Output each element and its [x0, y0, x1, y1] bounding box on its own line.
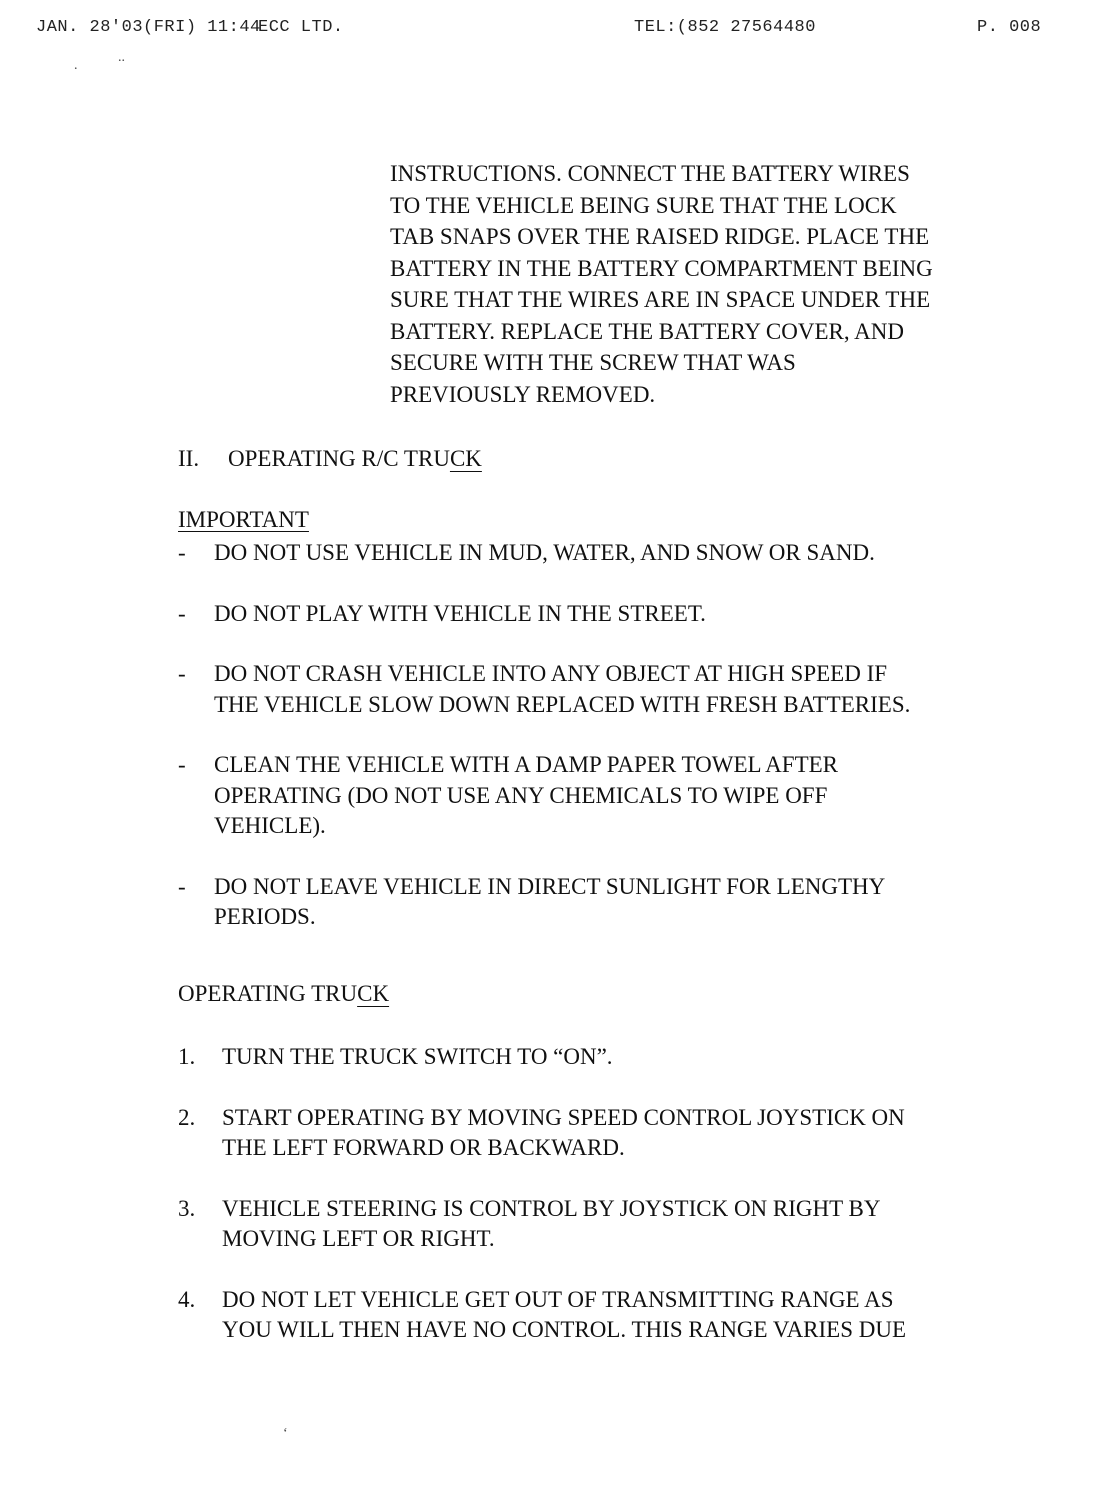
step-number: 1.: [178, 1044, 196, 1069]
list-item-text: DO NOT PLAY WITH VEHICLE IN THE STREET.: [214, 600, 706, 626]
section-heading: [178, 444, 482, 474]
fax-sender: ECC LTD.: [258, 18, 344, 37]
step-number: 2.: [178, 1104, 196, 1130]
bullet-dash: -: [178, 540, 186, 565]
list-item: [178, 599, 1038, 630]
scan-speck: ..: [118, 50, 125, 65]
step-text: DO NOT LET VEHICLE GET OUT OF TRANSMITTING RANGE AS YOU WILL THEN HAVE NO CONTROL. THIS RANGE VARIES DUE: [222, 1286, 907, 1342]
intro-paragraph: INSTRUCTIONS. CONNECT THE BATTERY WIRES TO THE VEHICLE BEING SURE THAT THE LOCK TAB SNAPS OVER THE RAISED RIDGE. PLACE THE BATTERY IN THE BATTERY COMPARTMENT BEING SURE THAT THE WIRES ARE IN SPACE UNDER THE BATTERY. REPLACE THE BATTERY COVER, AND SECURE WITH THE SCREW THAT WAS PREVIOUSLY REMOVED.: [390, 161, 933, 407]
bullet-dash: -: [178, 873, 186, 899]
scan-speck: .: [74, 58, 78, 73]
operating-truck-title: OPERATING TRU: [178, 981, 358, 1006]
fax-header: [0, 18, 1114, 42]
list-item: [178, 659, 1038, 720]
section-numeral: II.: [178, 446, 200, 471]
operating-truck-heading: [178, 979, 389, 1009]
list-item-text: DO NOT CRASH VEHICLE INTO ANY OBJECT AT HIGH SPEED IF THE VEHICLE SLOW DOWN REPLACED WITH FRESH BATTERIES.: [214, 661, 911, 717]
section-title: OPERATING R/C TRU: [228, 446, 450, 471]
operating-truck-title-underlined: CK: [357, 981, 390, 1006]
list-item-text: DO NOT USE VEHICLE IN MUD, WATER, AND SNOW OR SAND.: [214, 540, 875, 565]
section-title-underlined: CK: [449, 446, 482, 471]
operating-steps-list: [178, 1042, 1038, 1376]
step-item: [178, 1285, 1038, 1346]
list-item-text: CLEAN THE VEHICLE WITH A DAMP PAPER TOWEL AFTER OPERATING (DO NOT USE ANY CHEMICALS TO WIPE OFF VEHICLE).: [214, 752, 839, 838]
scan-speck: ‘: [283, 1426, 288, 1441]
list-item-text: DO NOT LEAVE VEHICLE IN DIRECT SUNLIGHT FOR LENGTHY PERIODS.: [214, 873, 886, 929]
important-heading: IMPORTANT: [178, 507, 309, 532]
step-text: START OPERATING BY MOVING SPEED CONTROL JOYSTICK ON THE LEFT FORWARD OR BACKWARD.: [222, 1104, 905, 1160]
list-item: [178, 872, 1038, 933]
step-item: [178, 1042, 1038, 1073]
step-item: [178, 1194, 1038, 1255]
step-text: TURN THE TRUCK SWITCH TO “ON”.: [222, 1044, 613, 1069]
step-number: 4.: [178, 1286, 196, 1312]
step-number: 3.: [178, 1195, 196, 1221]
fax-date-time: JAN. 28'03(FRI) 11:44: [36, 18, 261, 37]
bullet-dash: -: [178, 600, 186, 626]
list-item: [178, 750, 1038, 842]
bullet-dash: -: [178, 752, 186, 777]
fax-telephone: TEL:(852 27564480: [634, 18, 816, 37]
important-list: [178, 538, 1038, 963]
bullet-dash: -: [178, 661, 186, 686]
fax-page-number: P. 008: [977, 18, 1042, 37]
list-item: [178, 538, 1038, 569]
step-item: [178, 1103, 1038, 1164]
step-text: VEHICLE STEERING IS CONTROL BY JOYSTICK ON RIGHT BY MOVING LEFT OR RIGHT.: [222, 1195, 881, 1251]
